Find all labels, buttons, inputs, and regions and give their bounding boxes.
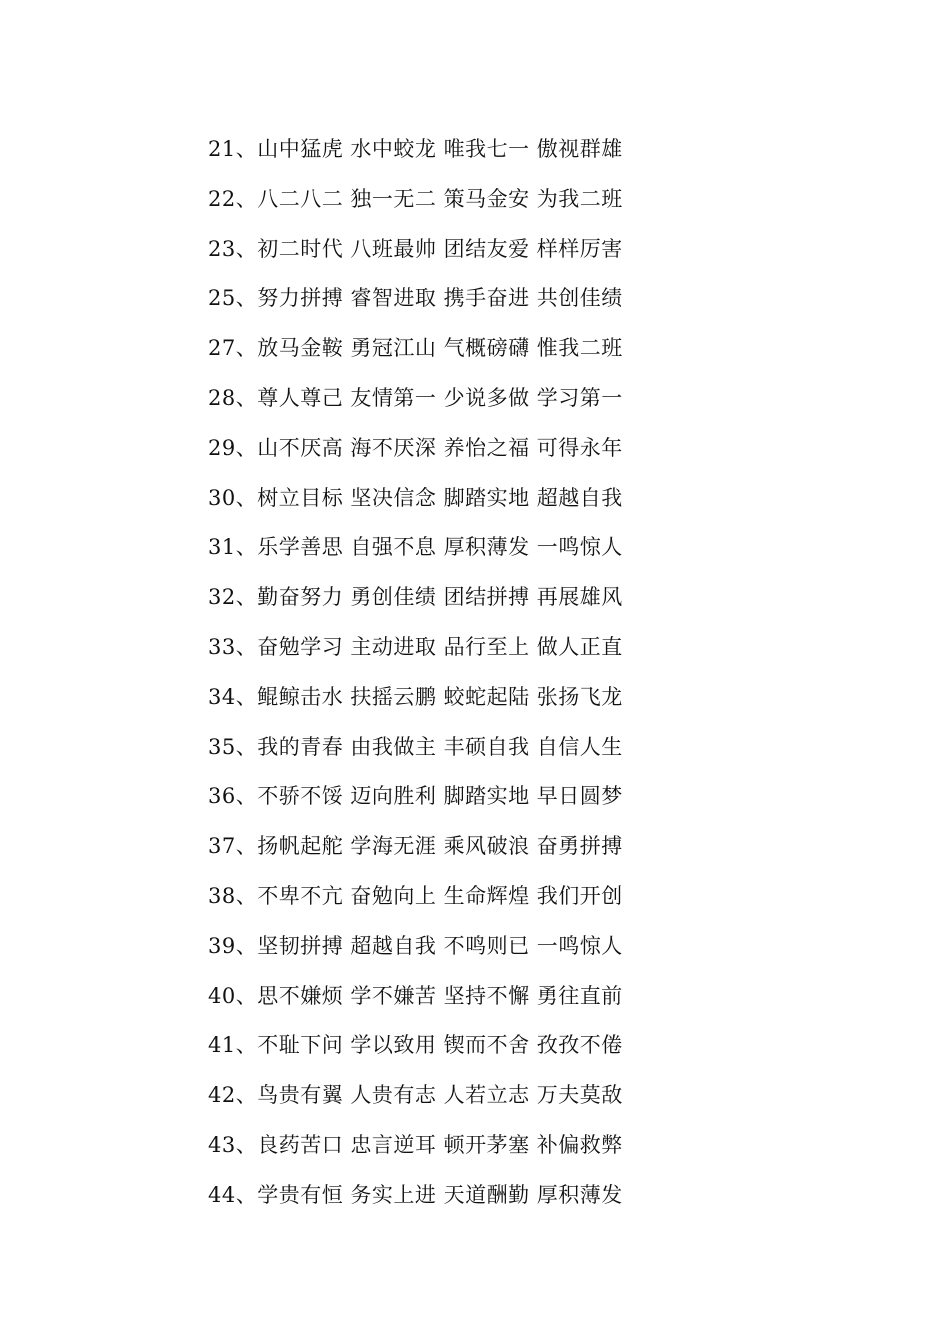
list-item: 34、鲲鲸击水 扶摇云鹏 蛟蛇起陆 张扬飞龙 (208, 684, 623, 709)
list-item: 42、鸟贵有翼 人贵有志 人若立志 万夫莫敌 (208, 1083, 623, 1108)
list-item: 36、不骄不馁 迈向胜利 脚踏实地 早日圆梦 (208, 784, 623, 809)
list-item: 22、八二八二 独一无二 策马金安 为我二班 (208, 186, 623, 211)
slogan-list (208, 125, 623, 1221)
list-item: 37、扬帆起舵 学海无涯 乘风破浪 奋勇拼搏 (208, 834, 623, 859)
list-item: 21、山中猛虎 水中蛟龙 唯我七一 傲视群雄 (208, 137, 623, 161)
list-item: 27、放马金鞍 勇冠江山 气概磅礴 惟我二班 (208, 336, 623, 361)
list-item: 43、良药苦口 忠言逆耳 顿开茅塞 补偏救弊 (208, 1132, 623, 1157)
list-item: 35、我的青春 由我做主 丰硕自我 自信人生 (208, 734, 623, 759)
list-item: 30、树立目标 坚决信念 脚踏实地 超越自我 (208, 485, 623, 510)
list-item: 41、不耻下问 学以致用 锲而不舍 孜孜不倦 (208, 1033, 623, 1058)
list-item: 33、奋勉学习 主动进取 品行至上 做人正直 (208, 634, 623, 659)
list-item: 39、坚韧拼搏 超越自我 不鸣则已 一鸣惊人 (208, 933, 623, 958)
list-item: 29、山不厌高 海不厌深 养怡之福 可得永年 (208, 435, 623, 460)
list-item: 38、不卑不亢 奋勉向上 生命辉煌 我们开创 (208, 883, 623, 908)
list-item: 31、乐学善思 自强不息 厚积薄发 一鸣惊人 (208, 535, 623, 560)
list-item: 23、初二时代 八班最帅 团结友爱 样样厉害 (208, 236, 623, 261)
list-item: 32、勤奋努力 勇创佳绩 团结拼搏 再展雄风 (208, 585, 623, 610)
list-item: 28、尊人尊己 友情第一 少说多做 学习第一 (208, 385, 623, 410)
list-item: 44、学贵有恒 务实上进 天道酬勤 厚积薄发 (208, 1182, 623, 1207)
list-item: 40、思不嫌烦 学不嫌苦 坚持不懈 勇往直前 (208, 983, 623, 1008)
list-item: 25、努力拼搏 睿智进取 携手奋进 共创佳绩 (208, 286, 623, 311)
